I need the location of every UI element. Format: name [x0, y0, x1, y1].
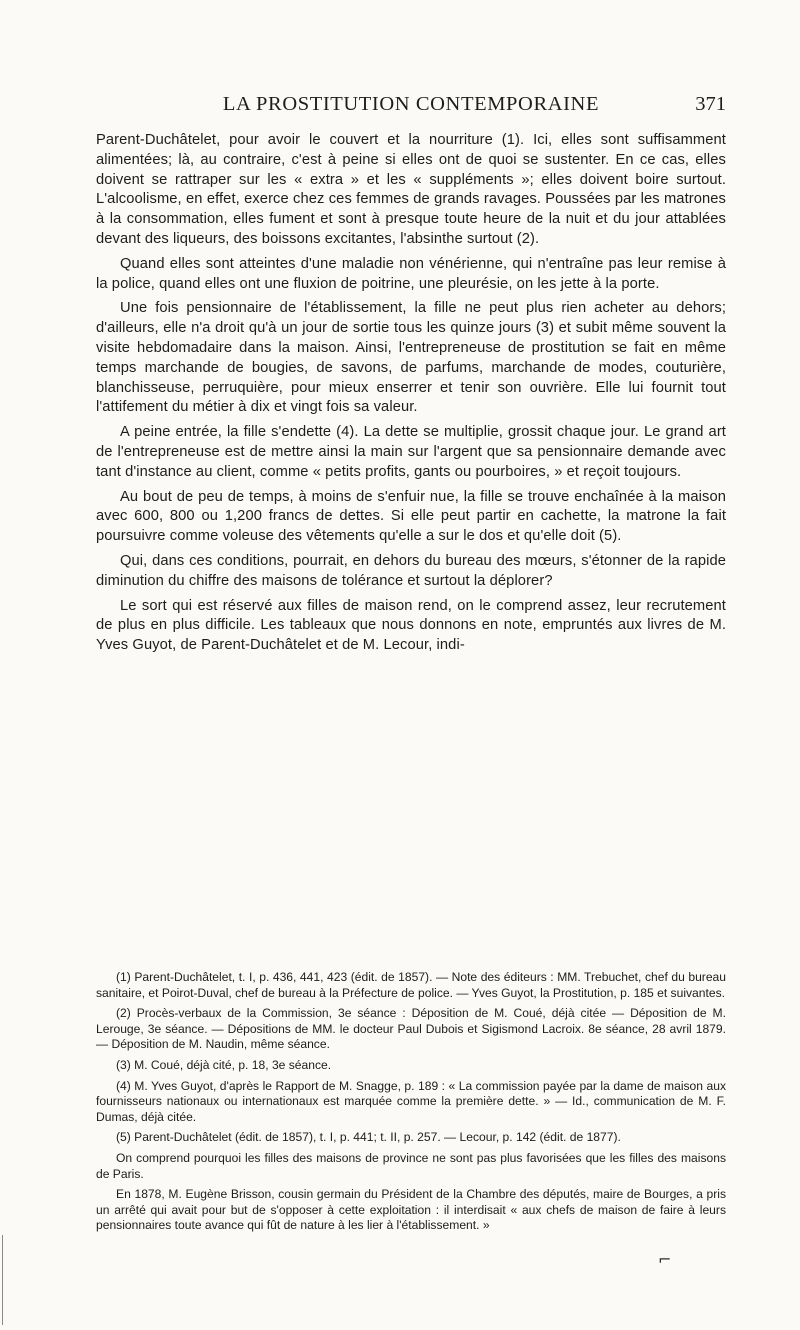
- main-text: [96, 131, 726, 661]
- paragraph-7: Le sort qui est réservé aux filles de maison rend, on le comprend assez, leur recrutement de plus en plus difficile. Les tableaux que nous donnons en note, empruntés aux livres de M. Yves Guyot, de Parent-Duchâtelet et de M. Lecour, indi-: [96, 597, 726, 654]
- footnote-3: (3) M. Coué, déjà cité, p. 18, 3e séance.: [116, 1057, 332, 1072]
- paragraph-4: A peine entrée, la fille s'endette (4). La dette se multiplie, grossit chaque jour. Le grand art de l'entrepreneuse est de mettre ainsi la main sur l'argent que sa pensionnaire demande avec tant d'instance au client, comme « petits profits, gants ou pourboires, » et reçoit toujours.: [96, 424, 726, 480]
- paragraph-2: Quand elles sont atteintes d'une maladie non vénérienne, qui n'entraîne pas leur remise à la police, quand elles ont une fluxion de poitrine, une pleurésie, on les jette à la porte.: [96, 255, 726, 292]
- footnote-5-continued-b: En 1878, M. Eugène Brisson, cousin germain du Président de la Chambre des députés, maire de Bourges, a pris un arrêté qui avait pour but de s'opposer à cette exploitation : il interdisait « aux chefs de maison de faire à leurs pensionnaires toute avance qui fût de nature à les lier à l'établissement. »: [96, 1187, 726, 1233]
- footnotes: [96, 970, 726, 1239]
- page-header: [96, 93, 726, 119]
- footnote-5: (5) Parent-Duchâtelet (édit. de 1857), t. I, p. 441; t. II, p. 257. — Lecour, p. 142 (édit. de 1877).: [116, 1130, 621, 1145]
- paragraph-1: Parent-Duchâtelet, pour avoir le couvert et la nourriture (1). Ici, elles sont suffisamment alimentées; là, au contraire, c'est à peine si elles ont de quoi se sustenter. En ce cas, elles doivent se rattraper sur les « extra » et les « suppléments »; elles doivent boire surtout. L'alcoolisme, en effet, exerce chez ces femmes de grands ravages. Poussées par les matrones à la consommation, elles fument et sont à presque toute heure de la nuit et du jour attablées devant des liqueurs, des boissons excitantes, l'absinthe surtout (2).: [96, 132, 726, 247]
- page-number: 371: [695, 93, 726, 115]
- footnote-2: (2) Procès-verbaux de la Commission, 3e séance : Déposition de M. Coué, déjà citée — Déposition de M. Lerouge, 3e séance. — Dépositions de MM. le docteur Paul Dubois et Sigismond Lacroix. 8e séance, 28 avril 1879. — Déposition de M. Naudin, même séance.: [96, 1006, 726, 1052]
- margin-line: [2, 1235, 3, 1325]
- paragraph-3: Une fois pensionnaire de l'établissement, la fille ne peut plus rien acheter au dehors; d'ailleurs, elle n'a droit qu'à un jour de sortie tous les quinze jours (3) et subit même souvent la visite hebdomadaire dans la maison. Ainsi, l'entrepreneuse de prostitution se fait en même temps marchande de bougies, de savons, de parfums, marchande de modes, couturière, blanchisseuse, perruquière, pour mieux enserrer et tenir son ouvrière. Elle lui fournit tout l'attifement du métier à dix et vingt fois sa valeur.: [96, 300, 726, 416]
- paragraph-6: Qui, dans ces conditions, pourrait, en dehors du bureau des mœurs, s'étonner de la rapide diminution du chiffre des maisons de tolérance et surtout la déplorer?: [96, 552, 726, 589]
- running-title: LA PROSTITUTION CONTEMPORAINE: [222, 93, 600, 115]
- paragraph-5: Au bout de peu de temps, à moins de s'enfuir nue, la fille se trouve enchaînée à la maison avec 600, 800 ou 1,200 francs de dettes. Si elle peut partir en cachette, la matrone la fait poursuivre comme voleuse des vêtements qu'elle a sur le dos et qu'elle doit (5).: [96, 488, 726, 545]
- footnote-1: (1) Parent-Duchâtelet, t. I, p. 436, 441, 423 (édit. de 1857). — Note des éditeurs : MM. Trebuchet, chef du bureau sanitaire, et Poirot-Duval, chef de bureau à la Préfecture de police. — Yves Guyot, la Prostitution, p. 185 et suivantes.: [96, 970, 726, 1000]
- footnote-5-continued-a: On comprend pourquoi les filles des maisons de province ne sont pas plus favorisées que les filles des maisons de Paris.: [96, 1150, 726, 1181]
- footnote-4: (4) M. Yves Guyot, d'après le Rapport de M. Snagge, p. 189 : « La commission payée par la dame de maison aux fournisseurs nationaux ou internationaux est marquée comme la première dette. » — Id., communication de M. F. Dumas, déjà citée.: [96, 1078, 726, 1124]
- scan-mark-icon: ⌐: [658, 1250, 672, 1269]
